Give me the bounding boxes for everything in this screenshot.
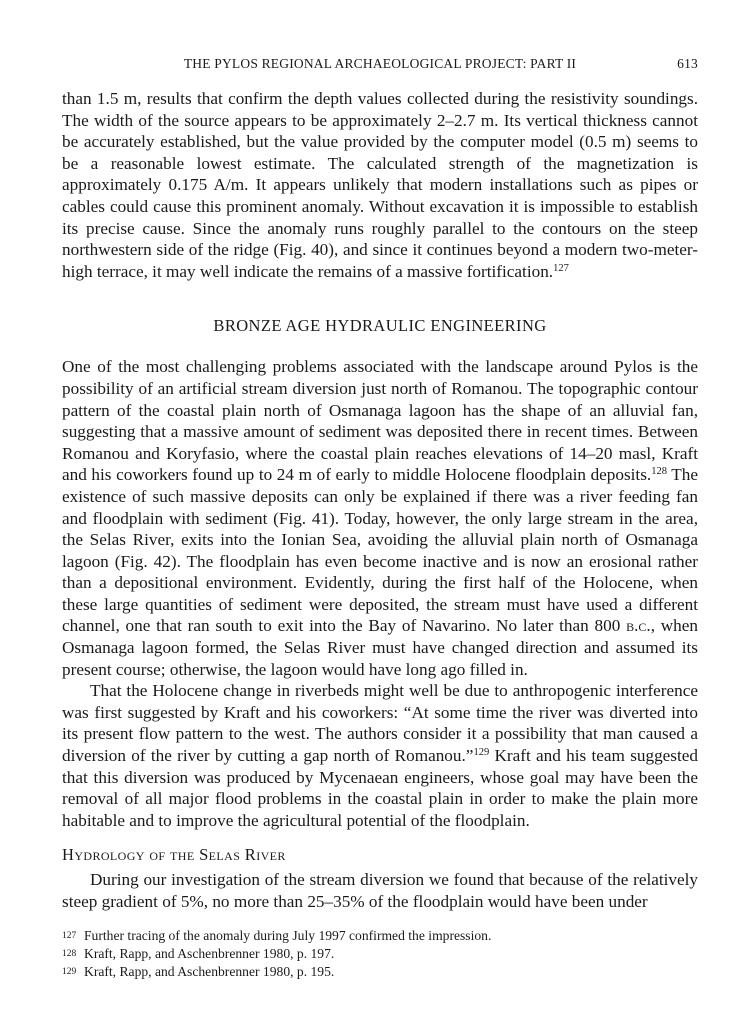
running-header — [62, 52, 698, 74]
footnote — [62, 945, 698, 963]
footnote-ref-127[interactable]: 127 — [553, 262, 569, 274]
paragraph-continued — [62, 88, 698, 282]
paragraph-stream-diversion — [62, 356, 698, 680]
footnote-number: 129 — [62, 966, 77, 977]
paragraph-text-part: Kraft and his team suggested that this diversion was produced by Mycenaean engineers, whose goal may have been the removal of all major flood problems in the coastal plain in order to make the plain more habitable and to improve the agricultural potential of the floodplain. — [62, 746, 698, 830]
footnote — [62, 963, 698, 981]
paragraph-anthropogenic — [62, 680, 698, 831]
footnote-number: 128 — [62, 948, 77, 959]
footnote-text: Further tracing of the anomaly during July 1997 confirmed the impression. — [84, 927, 492, 943]
paragraph-text: than 1.5 m, results that confirm the depth values collected during the resistivity soundings. The width of the source appears to be approximately 2–2.7 m. Its vertical thickness cannot be accurately established, but the value provided by the computer model (0.5 m) seems to be a reasonable lowest estimate. The calculated strength of the magnetization is approximately 0.175 A/m. It appears unlikely that modern installations such as pipes or cables could cause this prominent anomaly. Without excavation it is impossible to establish its precise cause. Since the anomaly runs roughly parallel to the contours on the steep northwestern side of the ridge (Fig. 40), and since it continues beyond a modern two-meter-high terrace, it may well indicate the remains of a massive fortification. — [62, 89, 698, 281]
footnote-number: 127 — [62, 930, 77, 941]
running-title: THE PYLOS REGIONAL ARCHAEOLOGICAL PROJECT: PART II — [183, 56, 577, 71]
paragraph-text-part: One of the most challenging problems associated with the landscape around Pylos is the possibility of an artificial stream diversion just north of Romanou. The topographic contour pattern of the coastal plain north of Osmanaga lagoon has the shape of an alluvial fan, suggesting that a massive amount of sediment was deposited there in recent times. Between Romanou and Koryfasio, where the coastal plain reaches elevations of 14–20 masl, Kraft and his coworkers found up to 24 m of early to middle Holocene floodplain deposits. — [62, 357, 698, 485]
footnote — [62, 927, 698, 945]
footnote-ref-129[interactable]: 129 — [473, 747, 490, 759]
footnote-ref-128[interactable]: 128 — [651, 466, 667, 478]
footnotes — [62, 927, 698, 981]
page-number: 613 — [677, 56, 698, 71]
paragraph-text-part: That the Holocene change in riverbeds might well be due to anthropogenic interference was first suggested by Kraft and his coworkers: “At some time the river was diverted into its present flow pattern to the west. The authors consider it a possibility that man caused a diversion of the river by cutting a gap north of Romanou.” — [62, 681, 698, 766]
footnote-text: Kraft, Rapp, and Aschenbrenner 1980, p. 195. — [84, 963, 335, 979]
footnote-text: Kraft, Rapp, and Aschenbrenner 1980, p. 197. — [84, 945, 335, 961]
journal-page — [62, 52, 698, 981]
paragraph-text-part: , when Osmanaga lagoon formed, the Selas River must have changed direction and assumed its present course; otherwise, the lagoon would have long ago filled in. — [62, 616, 698, 679]
era-abbreviation: b.c. — [626, 616, 651, 636]
paragraph-text-part: The existence of such massive deposits can only be explained if there was a river feeding fan and floodplain with sediment (Fig. 41). Today, however, the only large stream in the area, the Selas River, exits into the Ionian Sea, avoiding the alluvial plain north of Osmanaga lagoon (Fig. 42). The floodplain has even become inactive and is now an erosional rather than a depositional environment. Evidently, during the first half of the Holocene, when these large quantities of sediment were deposited, the stream must have used a different channel, one that ran south to exit into the Bay of Navarino. No later than 800 — [62, 465, 698, 636]
section-heading: BRONZE AGE HYDRAULIC ENGINEERING — [213, 316, 547, 336]
paragraph-hydrology: During our investigation of the stream diversion we found that because of the relatively steep gradient of 5%, no more than 25–35% of the floodplain would have been under — [62, 870, 698, 911]
subsection-heading: Hydrology of the Selas River — [62, 845, 286, 865]
